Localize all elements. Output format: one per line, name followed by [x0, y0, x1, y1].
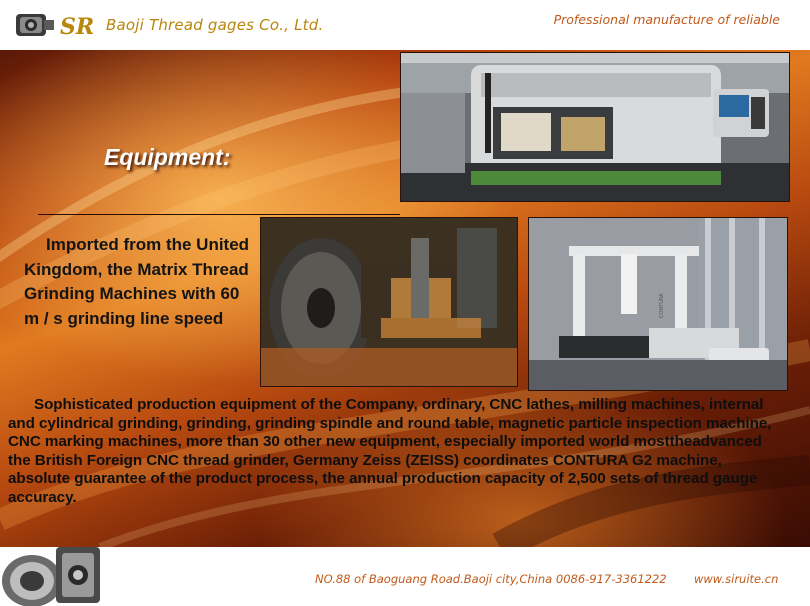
header: [0, 0, 810, 50]
footer-website[interactable]: www.siruite.cn: [694, 572, 779, 586]
imported-machines-text: Imported from the United Kingdom, the Matrix Thread Grinding Machines with 60 m / s grinding line speed: [24, 235, 250, 328]
thread-gauge-icon: [16, 14, 54, 36]
footer-address: NO.88 of Baoguang Road.Baoji city,China 0086-917-3361222: [315, 572, 667, 586]
lathe-chuck-photo: [260, 217, 518, 387]
coordinate-measuring-machine-photo: [528, 217, 788, 391]
grinding-machine-photo: [400, 52, 790, 202]
machine-brand-label: CONTURA: [659, 293, 665, 318]
company-name: Baoji Thread gages Co., Ltd.: [106, 16, 324, 34]
equipment-description: Sophisticated production equipment of the Company, ordinary, CNC lathes, milling machines, internal and cylindrical grinding, grinding, grinding spindle and round table, magnetic particle inspection machine, CNC marking machines, more than 30 other new equipment, especially imported world mosttheadvanced the British Foreign CNC thread grinder, Germany Zeiss (ZEISS) coordinates CONTURA G2 machine, absolute guarantee of the product process, the annual production capacity of 2,500 sets of thread gauge accuracy.: [8, 396, 772, 506]
title-divider: [38, 214, 400, 215]
gauge-ring-image: [0, 537, 108, 606]
equipment-panel: [0, 50, 810, 547]
company-logo: [14, 8, 102, 42]
tagline: Professional manufacture of reliable: [553, 12, 780, 27]
logo-mark: SR: [60, 14, 95, 40]
equipment-title: Equipment:: [104, 144, 231, 170]
